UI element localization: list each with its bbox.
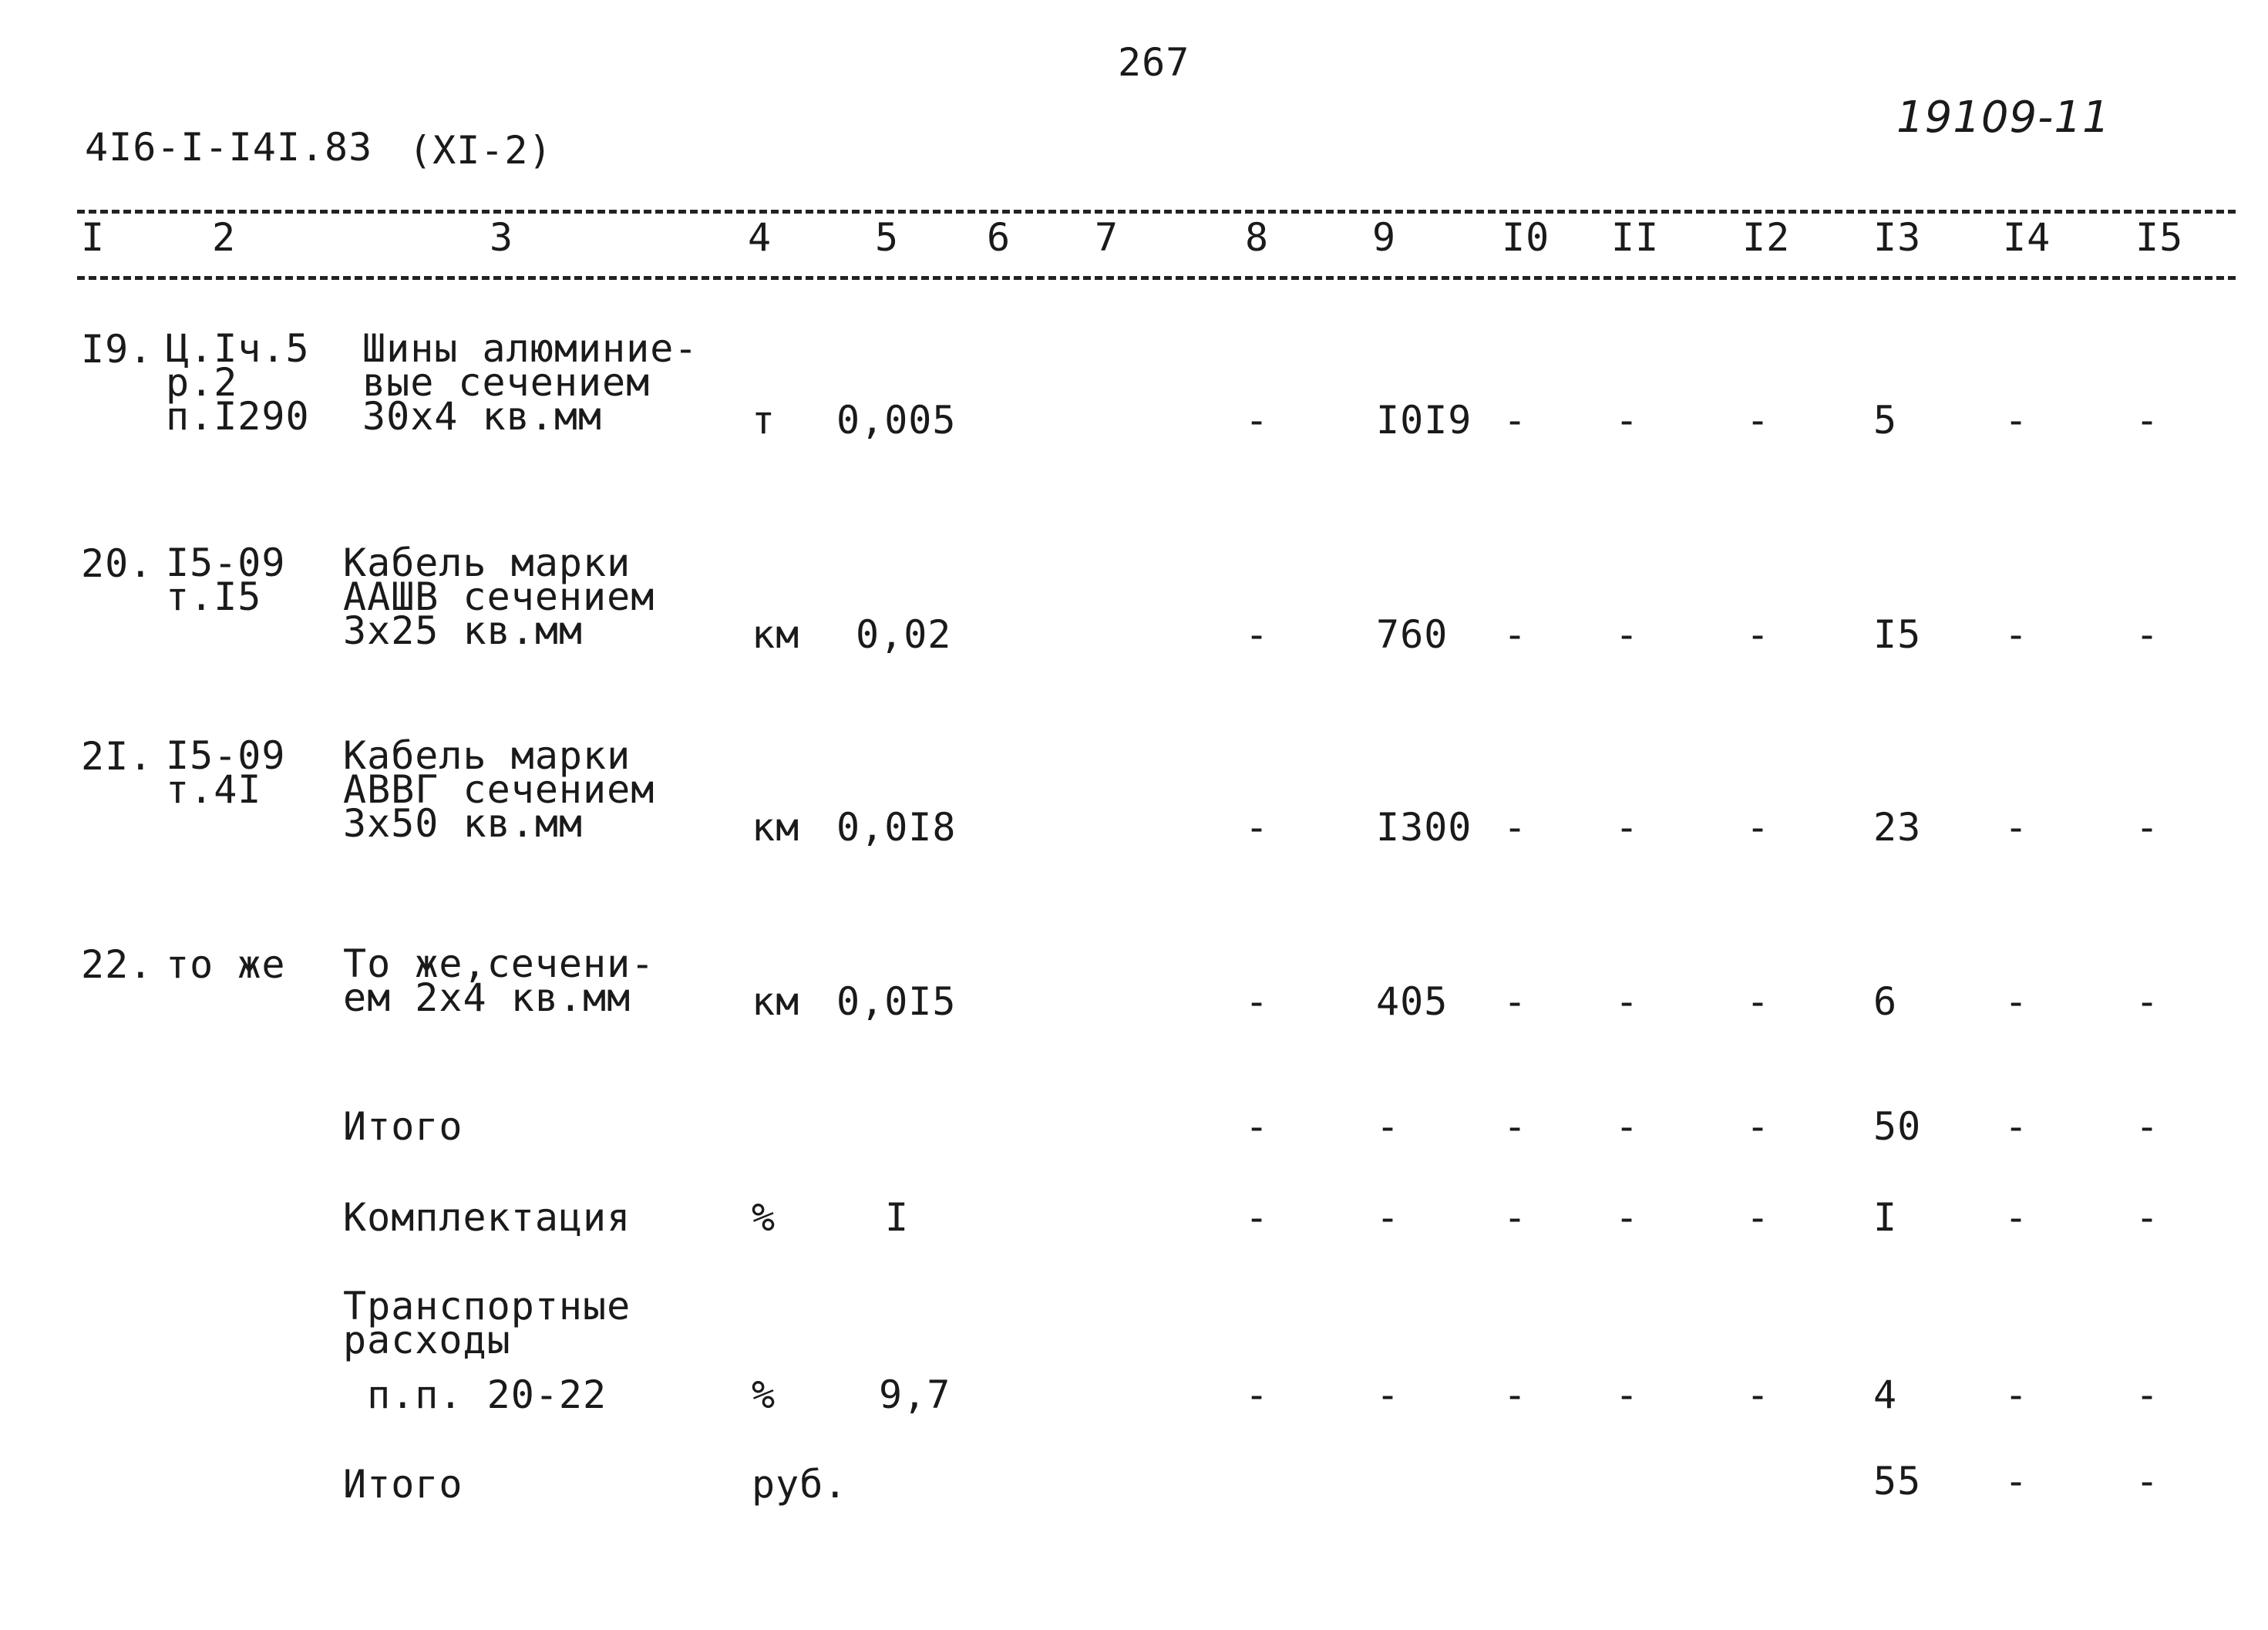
column-header: I5: [2135, 215, 2184, 260]
cell-col10: -: [1503, 1195, 1528, 1240]
cell-col8: -: [1245, 1104, 1270, 1149]
cell-col12: -: [1746, 1372, 1771, 1417]
column-header: 2: [212, 215, 237, 260]
cell-col9: I0I9: [1376, 398, 1472, 443]
cell-col14: -: [2004, 612, 2029, 657]
unit: %: [752, 1372, 776, 1417]
column-header: 4: [748, 215, 772, 260]
column-header: I3: [1873, 215, 1922, 260]
cell-col10: -: [1503, 805, 1528, 850]
cell-col8: -: [1245, 612, 1270, 657]
cell-col9: -: [1376, 1195, 1401, 1240]
row-number: 22.: [81, 942, 153, 987]
cell-col8: -: [1245, 805, 1270, 850]
unit: км: [752, 979, 800, 1024]
quantity: 0,005: [836, 398, 957, 443]
row-reference: I5-09 т.I5: [166, 541, 286, 619]
cell-col10: -: [1503, 979, 1528, 1024]
cell-col10: -: [1503, 398, 1528, 443]
cell-col10: -: [1503, 1372, 1528, 1417]
quantity: 0,02: [856, 612, 952, 657]
unit: т: [752, 398, 776, 443]
quantity: 0,0I5: [836, 979, 957, 1024]
summary-sublabel: п.п. 20-22: [343, 1372, 607, 1417]
cell-col12: -: [1746, 1104, 1771, 1149]
cell-col11: -: [1615, 398, 1640, 443]
cell-col12: -: [1746, 805, 1771, 850]
cell-col13: 4: [1873, 1372, 1898, 1417]
cell-col14: -: [2004, 805, 2029, 850]
cell-col9: 760: [1376, 612, 1449, 657]
cell-col14: -: [2004, 1195, 2029, 1240]
cell-col15: -: [2135, 1195, 2160, 1240]
column-header: 5: [875, 215, 900, 260]
cell-col10: -: [1503, 1104, 1528, 1149]
column-header: 6: [987, 215, 1011, 260]
cell-col15: -: [2135, 1104, 2160, 1149]
unit: км: [752, 612, 800, 657]
cell-col8: -: [1245, 979, 1270, 1024]
cell-col13: I: [1873, 1195, 1898, 1240]
cell-col15: -: [2135, 398, 2160, 443]
cell-col14: -: [2004, 398, 2029, 443]
cell-col12: -: [1746, 612, 1771, 657]
quantity: 0,0I8: [836, 805, 957, 850]
cell-col13: 6: [1873, 979, 1898, 1024]
cell-col13: 50: [1873, 1104, 1922, 1149]
cell-col9: -: [1376, 1104, 1401, 1149]
column-header: I2: [1742, 215, 1791, 260]
cell-col15: -: [2135, 979, 2160, 1024]
cell-col9: 405: [1376, 979, 1449, 1024]
cell-col11: -: [1615, 612, 1640, 657]
row-number: I9.: [81, 327, 153, 372]
column-header: 9: [1372, 215, 1397, 260]
cell-col15: -: [2135, 1372, 2160, 1417]
cell-col13: 23: [1873, 805, 1922, 850]
cell-col8: -: [1245, 1372, 1270, 1417]
cell-col14: -: [2004, 1459, 2029, 1504]
cell-col14: -: [2004, 1372, 2029, 1417]
column-header: I: [81, 215, 106, 260]
cell-col8: -: [1245, 398, 1270, 443]
cell-col14: -: [2004, 1104, 2029, 1149]
row-reference: I5-09 т.4I: [166, 733, 286, 812]
cell-col12: -: [1746, 398, 1771, 443]
column-header: I4: [2003, 215, 2051, 260]
unit: км: [752, 805, 800, 850]
header-bottom-rule: [77, 276, 2236, 280]
cell-col9: -: [1376, 1372, 1401, 1417]
row-reference: то же: [166, 942, 286, 987]
cell-col14: -: [2004, 979, 2029, 1024]
cell-col15: -: [2135, 1459, 2160, 1504]
summary-label: Итого: [343, 1462, 463, 1507]
unit: %: [752, 1195, 776, 1240]
row-description: То же,сечени- ем 2х4 кв.мм: [343, 941, 655, 1020]
column-header: 3: [490, 215, 514, 260]
column-header: I0: [1502, 215, 1550, 260]
cell-col15: -: [2135, 805, 2160, 850]
cell-col11: -: [1615, 1104, 1640, 1149]
quantity: 9,7: [879, 1372, 951, 1417]
cell-col13: 5: [1873, 398, 1898, 443]
cell-col10: -: [1503, 612, 1528, 657]
cell-col12: -: [1746, 979, 1771, 1024]
cell-col15: -: [2135, 612, 2160, 657]
row-number: 20.: [81, 541, 153, 586]
cell-col11: -: [1615, 1195, 1640, 1240]
document-section: (XI-2): [409, 128, 553, 173]
summary-label: Транспортные расходы: [343, 1284, 631, 1362]
row-description: Шины алюминие- вые сечением 30х4 кв.мм: [362, 326, 698, 439]
page-number: 267: [1118, 40, 1190, 85]
unit: руб.: [752, 1462, 848, 1507]
row-number: 2I.: [81, 734, 153, 779]
column-header: 8: [1245, 215, 1270, 260]
row-description: Кабель марки ААШВ сечением 3х25 кв.мм: [343, 541, 655, 653]
column-header: 7: [1095, 215, 1119, 260]
row-description: Кабель марки АВВГ сечением 3х50 кв.мм: [343, 733, 655, 846]
cell-col12: -: [1746, 1195, 1771, 1240]
header-top-rule: [77, 210, 2236, 214]
cell-col13: I5: [1873, 612, 1922, 657]
cell-col11: -: [1615, 805, 1640, 850]
column-header: II: [1611, 215, 1660, 260]
summary-label: Комплектация: [343, 1195, 631, 1240]
summary-label: Итого: [343, 1104, 463, 1149]
cell-col8: -: [1245, 1195, 1270, 1240]
cell-col13: 55: [1873, 1459, 1922, 1504]
cell-col11: -: [1615, 979, 1640, 1024]
quantity: I: [885, 1195, 910, 1240]
row-reference: Ц.Iч.5 р.2 п.I290: [166, 326, 310, 439]
document-code: 4I6-I-I4I.83: [85, 125, 373, 170]
cell-col11: -: [1615, 1372, 1640, 1417]
handwritten-number: 19109-11: [1896, 93, 2111, 143]
cell-col9: I300: [1376, 805, 1472, 850]
